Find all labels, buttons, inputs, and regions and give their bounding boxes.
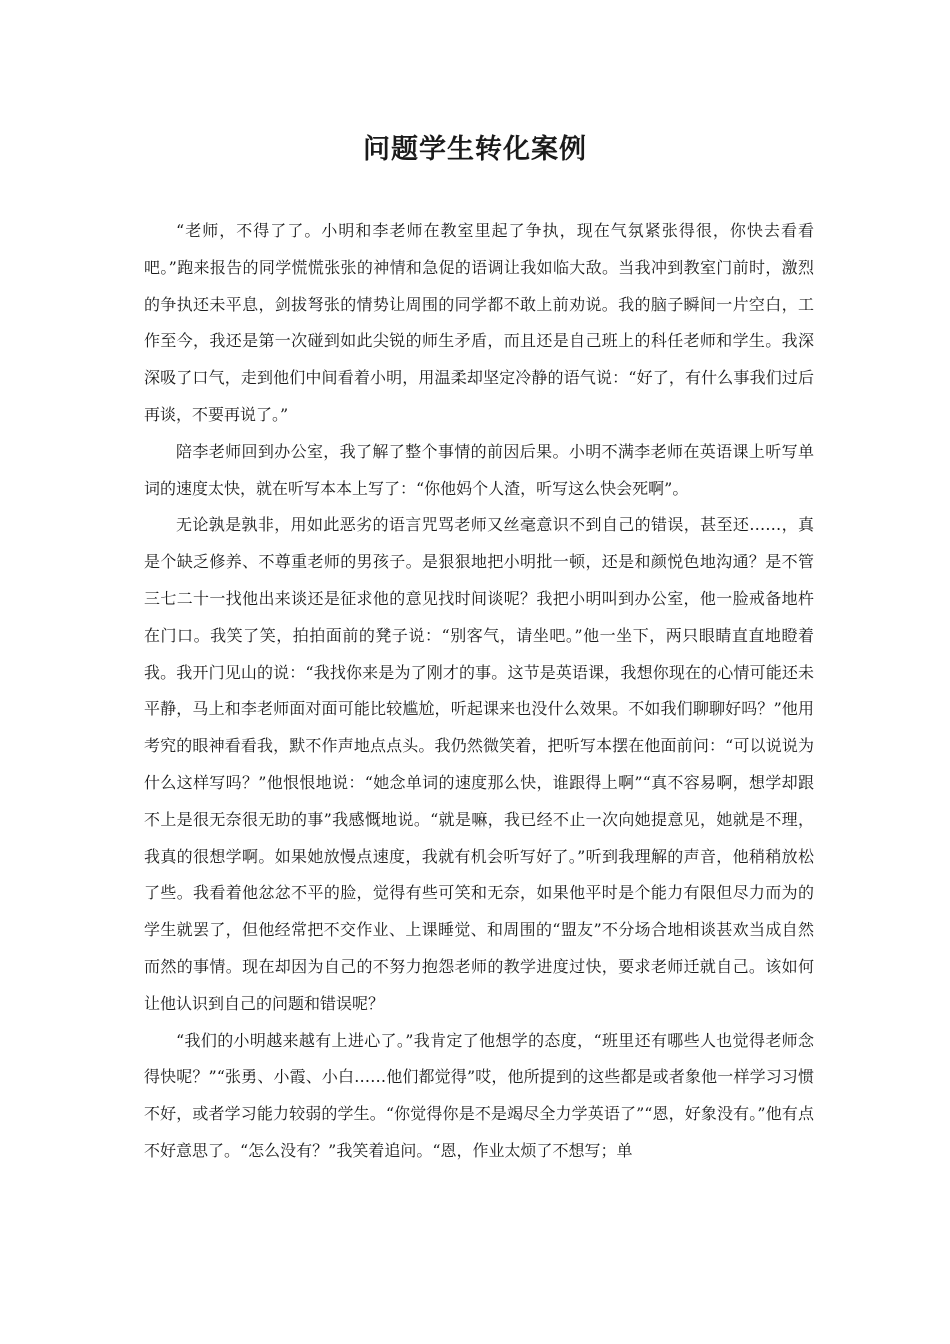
paragraph-1: “老师，不得了了。小明和李老师在教室里起了争执，现在气氛紧张得很，你快去看看吧。”跑来报告的同学慌慌张张的神情和急促的语调让我如临大敌。当我冲到教室门前时，激烈的争执还未平息，剑拔弩张的情势让周围的同学都不敢上前劝说。我的脑子瞬间一片空白，工作至今，我还是第一次碰到如此尖锐的师生矛盾，而且还是自己班上的科任老师和学生。我深深吸了口气，走到他们中间看着小明，用温柔却坚定冷静的语气说：“好了，有什么事我们过后再谈，不要再说了。” (144, 221, 814, 424)
paragraph-3: 无论孰是孰非，用如此恶劣的语言咒骂老师又丝毫意识不到自己的错误，甚至还……，真是个缺乏修养、不尊重老师的男孩子。是狠狠地把小明批一顿，还是和颜悦色地沟通？是不管三七二十一找他出来谈还是征求他的意见找时间谈呢？我把小明叫到办公室，他一脸戒备地杵在门口。我笑了笑，拍拍面前的凳子说：“别客气，请坐吧。”他一坐下，两只眼睛直直地瞪着我。我开门见山的说：“我找你来是为了刚才的事。这节是英语课，我想你现在的心情可能还未平静，马上和李老师面对面可能比较尴尬，听起课来也没什么效果。不如我们聊聊好吗？”他用考究的眼神看看我，默不作声地点点头。我仍然微笑着，把听写本摆在他面前问：“可以说说为什么这样写吗？”他恨恨地说：“她念单词的速度那么快，谁跟得上啊”“真不容易啊，想学却跟不上是很无奈很无助的事”我感慨地说。“就是嘛，我已经不止一次向她提意见，她就是不理，我真的很想学啊。如果她放慢点速度，我就有机会听写好了。”听到我理解的声音，他稍稍放松了些。我看着他忿忿不平的脸，觉得有些可笑和无奈，如果他平时是个能力有限但尽力而为的学生就罢了，但他经常把不交作业、上课睡觉、和周围的“盟友”不分场合地相谈甚欢当成自然而然的事情。现在却因为自己的不努力抱怨老师的教学进度过快，要求老师迁就自己。该如何让他认识到自己的问题和错误呢？ (144, 515, 814, 1013)
paragraph-2: 陪李老师回到办公室，我了解了整个事情的前因后果。小明不满李老师在英语课上听写单词的速度太快，就在听写本本上写了：“你他妈个人渣，听写这么快会死啊”。 (144, 441, 814, 498)
paragraph-4: “我们的小明越来越有上进心了。”我肯定了他想学的态度，“班里还有哪些人也觉得老师念得快呢？”“张勇、小霞、小白……他们都觉得”哎，他所提到的这些都是或者象他一样学习习惯不好，或者学习能力较弱的学生。“你觉得你是不是竭尽全力学英语了”“恩，好象没有。”他有点不好意思了。“怎么没有？”我笑着追问。“恩，作业太烦了不想写；单 (144, 1030, 814, 1160)
document-body (144, 213, 814, 1170)
document-title: 问题学生转化案例 (363, 134, 587, 165)
